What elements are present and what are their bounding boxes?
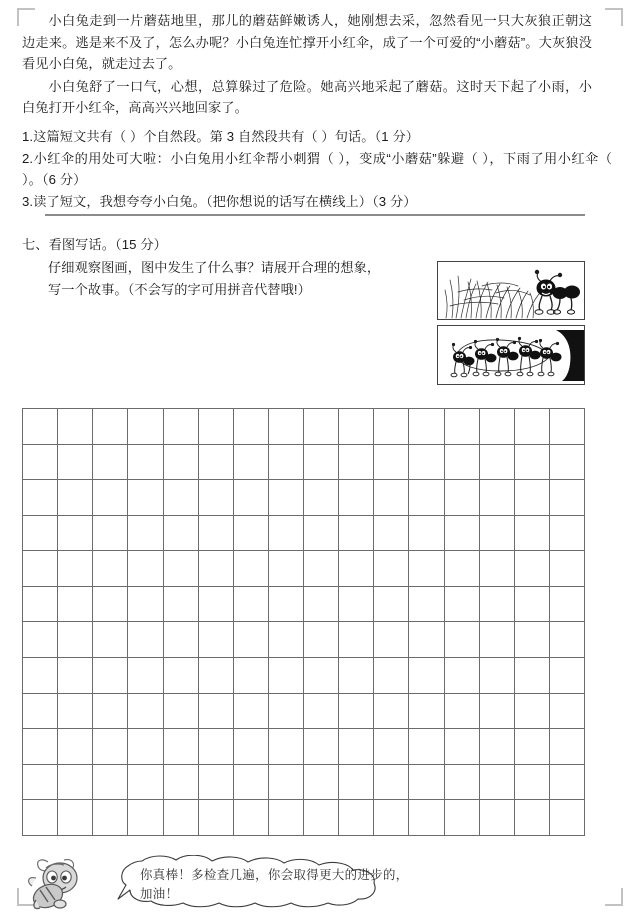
grid-cell[interactable] [339,409,374,445]
grid-cell[interactable] [269,480,304,516]
grid-cell[interactable] [199,551,234,587]
grid-cell[interactable] [515,480,550,516]
grid-cell[interactable] [164,587,199,623]
grid-cell[interactable] [128,729,163,765]
grid-cell[interactable] [164,800,199,836]
grid-cell[interactable] [128,551,163,587]
grid-cell[interactable] [58,551,93,587]
grid-cell[interactable] [515,551,550,587]
grid-cell[interactable] [480,765,515,801]
grid-cell[interactable] [93,729,128,765]
grid-cell[interactable] [515,445,550,481]
grid-cell[interactable] [550,658,585,694]
grid-cell[interactable] [515,516,550,552]
grid-cell[interactable] [374,445,409,481]
grid-cell[interactable] [234,622,269,658]
picture-ants-carrying-load [437,325,585,385]
grid-cell[interactable] [128,622,163,658]
grid-cell[interactable] [374,409,409,445]
grid-cell[interactable] [304,587,339,623]
encouragement-text [140,866,422,904]
grid-cell[interactable] [339,587,374,623]
writing-grid[interactable] [22,408,585,836]
bee-mascot [24,856,124,912]
grid-cell[interactable] [339,800,374,836]
grid-cell[interactable] [409,729,444,765]
grid-cell[interactable] [445,587,480,623]
grid-cell[interactable] [409,445,444,481]
grid-cell[interactable] [304,409,339,445]
grid-cell[interactable] [269,694,304,730]
grid-cell[interactable] [409,800,444,836]
grid-cell[interactable] [234,445,269,481]
comprehension-questions [22,126,612,212]
grid-cell[interactable] [164,622,199,658]
grid-cell[interactable] [93,480,128,516]
grid-cell[interactable] [58,765,93,801]
grid-cell[interactable] [480,445,515,481]
grid-cell[interactable] [304,694,339,730]
grid-cell[interactable] [199,800,234,836]
answer-write-line[interactable] [45,214,585,216]
grid-cell[interactable] [374,480,409,516]
grid-cell[interactable] [304,480,339,516]
grid-cell[interactable] [164,765,199,801]
crop-mark-bottom-right-icon [605,888,623,906]
grid-cell[interactable] [304,658,339,694]
grid-cell[interactable] [269,800,304,836]
grid-cell[interactable] [409,587,444,623]
grid-cell[interactable] [304,765,339,801]
grid-cell[interactable] [480,551,515,587]
grid-cell[interactable] [234,516,269,552]
grid-cell[interactable] [234,694,269,730]
grid-cell[interactable] [234,409,269,445]
grid-cell[interactable] [550,622,585,658]
question-item-3: 3.读了短文，我想夸夸小白兔。（把你想说的话写在横线上）（3 分） [22,193,417,209]
passage-paragraph-2: 小白兔舒了一口气，心想，总算躲过了危险。她高兴地采起了蘑菇。这时天下起了小雨，小白兔打开小红伞，高高兴兴地回家了。 [22,78,592,115]
grid-cell[interactable] [234,800,269,836]
grid-cell[interactable] [304,729,339,765]
grid-cell[interactable] [480,694,515,730]
grid-cell[interactable] [550,445,585,481]
grid-cell[interactable] [339,551,374,587]
grid-cell[interactable] [304,622,339,658]
grid-cell[interactable] [93,694,128,730]
crop-mark-top-right-icon [605,8,623,26]
grid-cell[interactable] [409,765,444,801]
grid-cell[interactable] [550,516,585,552]
grid-cell[interactable] [445,658,480,694]
grid-cell[interactable] [374,587,409,623]
grid-cell[interactable] [58,409,93,445]
grid-cell[interactable] [164,409,199,445]
grid-cell[interactable] [304,516,339,552]
grid-cell[interactable] [550,729,585,765]
grid-cell[interactable] [374,658,409,694]
section-seven-instruction-line-1: 仔细观察图画，图中发生了什么事？请展开合理的想象， [48,260,381,275]
grid-cell[interactable] [234,551,269,587]
grid-cell[interactable] [128,516,163,552]
encouragement-line-1: 你真棒！多检查几遍，你会取得更大的进步的， [140,868,409,882]
grid-cell[interactable] [445,480,480,516]
grid-cell[interactable] [128,445,163,481]
grid-cell[interactable] [480,729,515,765]
grid-cell[interactable] [199,658,234,694]
grid-cell[interactable] [128,800,163,836]
grid-cell[interactable] [339,729,374,765]
grid-cell[interactable] [199,445,234,481]
grid-cell[interactable] [93,800,128,836]
grid-cell[interactable] [164,694,199,730]
ant-in-grass-illustration [438,262,584,319]
grid-cell[interactable] [339,765,374,801]
grid-cell[interactable] [23,622,58,658]
grid-cell[interactable] [164,551,199,587]
grid-cell[interactable] [58,516,93,552]
grid-cell[interactable] [374,694,409,730]
grid-cell[interactable] [269,409,304,445]
grid-cell[interactable] [93,409,128,445]
grid-cell[interactable] [409,658,444,694]
grid-cell[interactable] [58,658,93,694]
grid-cell[interactable] [515,587,550,623]
grid-cell[interactable] [58,587,93,623]
grid-cell[interactable] [269,587,304,623]
grid-cell[interactable] [23,516,58,552]
grid-cell[interactable] [515,765,550,801]
picture-ant-in-grass [437,261,585,320]
encouragement-speech-bubble [112,855,439,909]
grid-cell[interactable] [199,516,234,552]
grid-cell[interactable] [199,729,234,765]
grid-cell[interactable] [164,516,199,552]
grid-cell[interactable] [374,622,409,658]
grid-cell[interactable] [550,800,585,836]
grid-cell[interactable] [550,551,585,587]
grid-cell[interactable] [445,622,480,658]
section-seven [22,234,422,300]
grid-cell[interactable] [515,622,550,658]
grid-cell[interactable] [269,658,304,694]
grid-cell[interactable] [199,480,234,516]
grid-cell[interactable] [409,480,444,516]
grid-cell[interactable] [445,409,480,445]
grid-cell[interactable] [199,694,234,730]
grid-cell[interactable] [199,587,234,623]
grid-cell[interactable] [58,694,93,730]
grid-cell[interactable] [23,445,58,481]
grid-cell[interactable] [480,587,515,623]
grid-cell[interactable] [480,516,515,552]
grid-cell[interactable] [304,551,339,587]
grid-cell[interactable] [128,694,163,730]
grid-cell[interactable] [128,658,163,694]
grid-cell[interactable] [339,480,374,516]
grid-cell[interactable] [58,480,93,516]
grid-cell[interactable] [374,765,409,801]
grid-cell[interactable] [234,729,269,765]
grid-cell[interactable] [445,765,480,801]
grid-cell[interactable] [515,658,550,694]
grid-cell[interactable] [234,658,269,694]
grid-cell[interactable] [93,445,128,481]
section-seven-title: 七、看图写话。（15 分） [22,237,167,252]
grid-cell[interactable] [339,622,374,658]
grid-cell[interactable] [409,622,444,658]
grid-cell[interactable] [23,551,58,587]
grid-cell[interactable] [23,800,58,836]
grid-cell[interactable] [269,622,304,658]
grid-cell[interactable] [199,409,234,445]
passage-paragraph-1: 小白兔走到一片蘑菇地里，那儿的蘑菇鲜嫩诱人，她刚想去采，忽然看见一只大灰狼正朝这边走来。逃是来不及了，怎么办呢？小白兔连忙撑开小红伞，成了一个可爱的“小蘑菇”。大灰狼没看见小白兔，就走过去了。 [22,13,592,71]
grid-cell[interactable] [480,409,515,445]
grid-cell[interactable] [58,800,93,836]
grid-cell[interactable] [445,694,480,730]
grid-cell[interactable] [93,765,128,801]
grid-cell[interactable] [23,658,58,694]
ants-carrying-load-illustration [438,326,584,384]
grid-cell[interactable] [515,409,550,445]
grid-cell[interactable] [445,729,480,765]
grid-cell[interactable] [374,800,409,836]
question-item-2: 2.小红伞的用处可大啦：小白兔用小红伞帮小刺猬（ ），变成“小蘑菇”躲避（ ），下雨了用小红伞（ ）。（6 分） [22,150,612,187]
grid-cell[interactable] [23,587,58,623]
grid-cell[interactable] [269,551,304,587]
reading-passage [22,10,592,120]
encouragement-line-2: 加油！ [140,887,179,901]
grid-cell[interactable] [199,622,234,658]
grid-cell[interactable] [550,480,585,516]
grid-cell[interactable] [409,409,444,445]
grid-cell[interactable] [480,658,515,694]
grid-cell[interactable] [23,694,58,730]
grid-cell[interactable] [374,729,409,765]
grid-cell[interactable] [128,765,163,801]
grid-cell[interactable] [445,516,480,552]
grid-cell[interactable] [445,800,480,836]
section-seven-instruction [22,257,422,300]
grid-cell[interactable] [164,729,199,765]
grid-cell[interactable] [374,551,409,587]
grid-cell[interactable] [23,765,58,801]
grid-cell[interactable] [93,587,128,623]
grid-cell[interactable] [550,694,585,730]
grid-cell[interactable] [550,409,585,445]
grid-cell[interactable] [23,480,58,516]
grid-cell[interactable] [515,800,550,836]
grid-cell[interactable] [515,694,550,730]
grid-cell[interactable] [164,480,199,516]
grid-cell[interactable] [339,694,374,730]
grid-cell[interactable] [445,445,480,481]
grid-cell[interactable] [550,765,585,801]
section-seven-instruction-line-2: 写一个故事。（不会写的字可用拼音代替哦!） [48,281,311,297]
grid-cell[interactable] [480,800,515,836]
grid-cell[interactable] [93,622,128,658]
grid-cell[interactable] [339,516,374,552]
grid-cell[interactable] [409,551,444,587]
grid-cell[interactable] [128,480,163,516]
grid-cell[interactable] [234,765,269,801]
grid-cell[interactable] [515,729,550,765]
grid-cell[interactable] [269,445,304,481]
grid-cell[interactable] [234,480,269,516]
grid-cell[interactable] [269,765,304,801]
grid-cell[interactable] [23,729,58,765]
grid-cell[interactable] [374,516,409,552]
grid-cell[interactable] [339,658,374,694]
grid-cell[interactable] [480,622,515,658]
grid-cell[interactable] [23,409,58,445]
grid-cell[interactable] [339,445,374,481]
bee-mascot-icon [24,856,124,912]
grid-cell[interactable] [93,551,128,587]
grid-cell[interactable] [128,587,163,623]
grid-cell[interactable] [304,445,339,481]
grid-cell[interactable] [445,551,480,587]
grid-cell[interactable] [304,800,339,836]
grid-cell[interactable] [58,729,93,765]
grid-cell[interactable] [164,658,199,694]
grid-cell[interactable] [93,658,128,694]
grid-cell[interactable] [269,729,304,765]
grid-cell[interactable] [234,587,269,623]
grid-cell[interactable] [550,587,585,623]
grid-cell[interactable] [58,622,93,658]
grid-cell[interactable] [128,409,163,445]
question-item-1: 1.这篇短文共有（ ）个自然段。第 3 自然段共有（ ）句话。（1 分） [22,129,420,144]
grid-cell[interactable] [409,516,444,552]
grid-cell[interactable] [480,480,515,516]
grid-cell[interactable] [58,445,93,481]
grid-cell[interactable] [409,694,444,730]
grid-cell[interactable] [269,516,304,552]
grid-cell[interactable] [164,445,199,481]
grid-cell[interactable] [93,516,128,552]
grid-cell[interactable] [199,765,234,801]
